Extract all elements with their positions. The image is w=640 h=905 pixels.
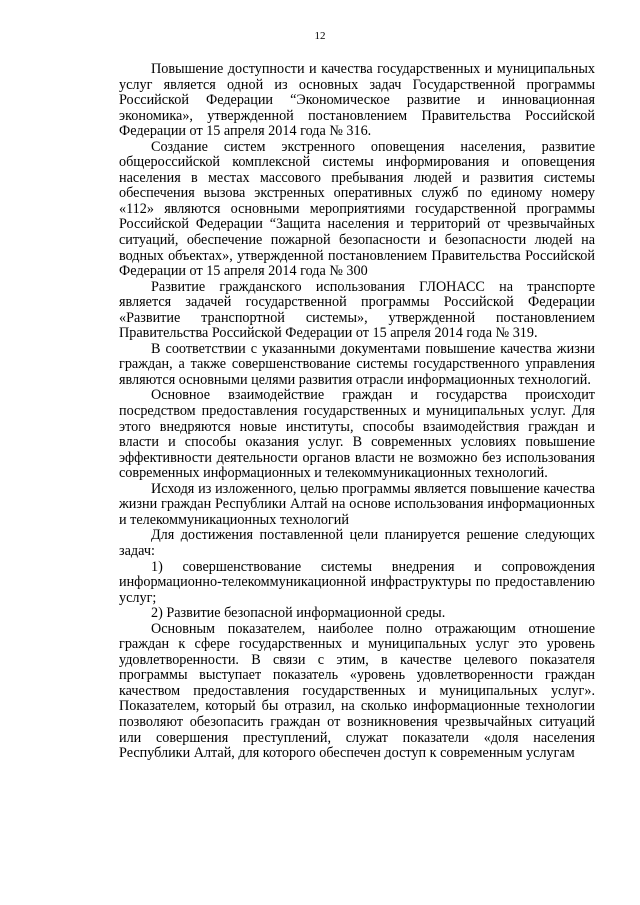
- paragraph-glonass: Развитие гражданского использования ГЛОНАСС на транспорте является задачей государственной программы Российской Федерации «Развитие транспортной системы», утвержденной постановлением Правительства Российской Федерации от 15 апреля 2014 года № 319.: [119, 278, 595, 342]
- paragraph-services-accessibility: Повышение доступности и качества государственных и муниципальных услуг является одной из основных задач Государственной программы Российской Федерации “Экономическое развитие и инновационная экономика», утвержденной постановлением Правительства Российской Федерации от 15 апреля 2014 года № 316.: [119, 61, 595, 140]
- paragraph-emergency-warning: Создание систем экстренного оповещения населения, развитие общероссийской комплексной системы информирования и оповещения населения в местах массового пребывания людей и развития системы обеспечения вызова экстренных оперативных служб по единому номеру «112» являются основными мероприятиями государственной программы Российской Федерации “Защита населения и территорий от чрезвычайных ситуаций, обеспечение пожарной безопасности и безопасности людей на водных объектах», утвержденной постановлением Правительства Российской Федерации от 15 апреля 2014 года № 300: [119, 138, 595, 280]
- paragraph-program-goal: Исходя из изложенного, целью программы является повышение качества жизни граждан Республики Алтай на основе использования информационных и телекоммуникационных технологий: [119, 480, 595, 528]
- document-body: [119, 62, 595, 762]
- paragraph-task-1: 1) совершенствование системы внедрения и сопровождения информационно-телекоммуникационной инфраструктуры по предоставлению услуг;: [119, 558, 595, 606]
- page-number: 12: [314, 30, 326, 42]
- paragraph-indicators: Основным показателем, наиболее полно отражающим отношение граждан к сфере государственных и муниципальных услуг это уровень удовлетворенности. В связи с этим, в качестве целевого показателя программы выступает показатель «уровень удовлетворенности граждан качеством предоставления государственных и муниципальных услуг». Показателем, который бы отразил, на сколько информационные технологии позволяют обезопасить граждан от возникновения чрезвычайных ситуаций или совершения преступлений, служат показатели «доля населения Республики Алтай, для которого обеспечен доступ к современным услугам: [119, 620, 595, 762]
- paragraph-tasks-intro: Для достижения поставленной цели планируется решение следующих задач:: [119, 527, 595, 559]
- paragraph-interaction: Основное взаимодействие граждан и государства происходит посредством предоставления государственных и муниципальных услуг. Для этого внедряются новые институты, способы взаимодействия граждан и власти и способы оказания услуг. В современных условиях повышение эффективности деятельности органов власти не возможно без использования современных информационных и телекоммуникационных технологий.: [119, 387, 595, 482]
- paragraph-task-2: 2) Развитие безопасной информационной среды.: [151, 605, 446, 622]
- paragraph-goals: В соответствии с указанными документами повышение качества жизни граждан, а также совершенствование системы государственного управления являются основными целями развития отрасли информационных технологий.: [119, 340, 595, 388]
